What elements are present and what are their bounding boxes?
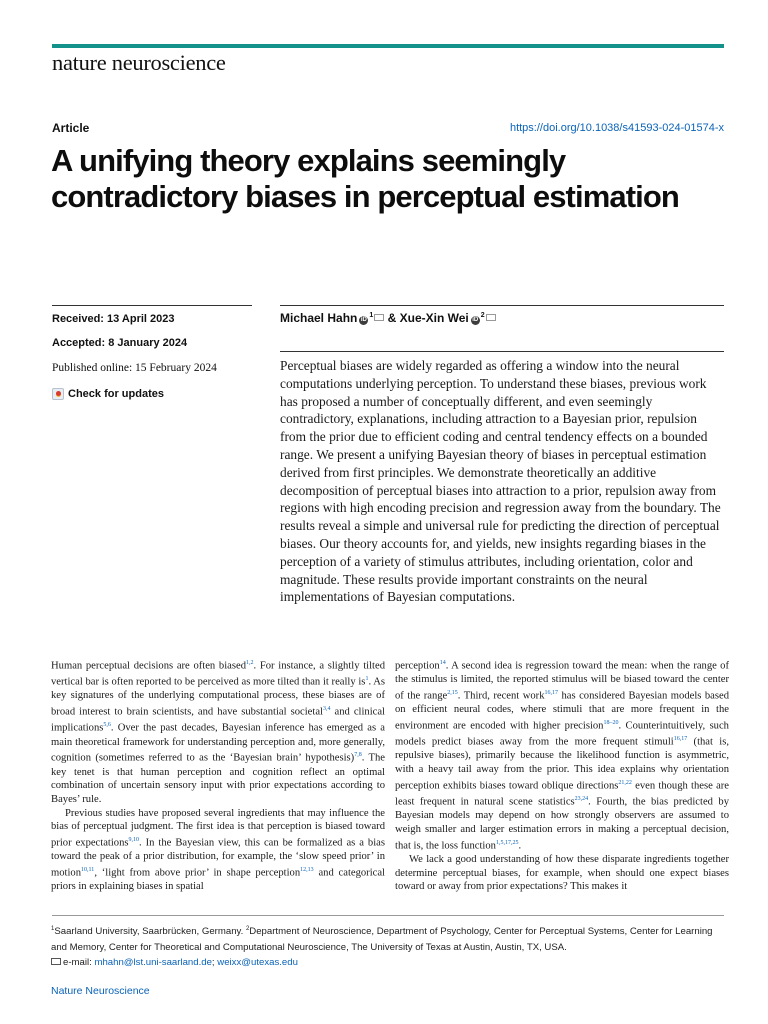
citation-link[interactable]: 9,10 bbox=[128, 837, 140, 844]
email-icon[interactable] bbox=[486, 314, 496, 321]
affiliation-number: 2 bbox=[245, 926, 250, 932]
journal-name[interactable]: nature neuroscience bbox=[52, 50, 226, 75]
affiliation-number: 1 bbox=[51, 926, 55, 932]
article-type-label: Article bbox=[52, 121, 90, 135]
body-text: (that is, repulsive biases), primarily because the likelihood function is asymmetric, with a heavy tail away from the prior. This idea explains why orientation perception exhibits biases toward oblique directions bbox=[395, 736, 729, 792]
body-text: . For instance, a slightly tilted vertical bar is often reported to be perceived as more tilted than it really is bbox=[51, 660, 385, 688]
body-text: . As key signatures of the underlying computational process, these biases are of broad interest to brain scientists, and have substantial societal bbox=[51, 676, 385, 718]
citation-link[interactable]: 5,6 bbox=[103, 722, 111, 729]
author-separator: & bbox=[387, 311, 397, 325]
citation-link[interactable]: 21,22 bbox=[618, 779, 632, 786]
body-text: . Fourth, the bias predicted by Bayesian models may depend on how strongly observers are assumed to weigh smaller and larger estimation errors in making a perceptual decision, that is, the loss function bbox=[395, 796, 729, 852]
citation-link[interactable]: 10,11 bbox=[81, 867, 95, 874]
affiliation-marker: 1 bbox=[369, 312, 374, 319]
author-name[interactable]: Michael Hahn bbox=[280, 311, 358, 325]
citation-link[interactable]: 3,4 bbox=[322, 706, 331, 713]
citation-link[interactable]: 18–20 bbox=[603, 719, 619, 726]
body-text: Previous studies have proposed several ingredients that may influence the bias of perceptual judgment. The first idea is that perception is biased toward prior expectations bbox=[51, 807, 385, 849]
body-paragraph bbox=[51, 807, 385, 894]
citation-link[interactable]: 2,15 bbox=[447, 689, 458, 696]
citation-link[interactable]: 12,13 bbox=[300, 867, 314, 874]
citation-link[interactable]: 23,24 bbox=[574, 795, 589, 802]
check-updates-label: Check for updates bbox=[68, 388, 164, 400]
check-updates-icon bbox=[52, 388, 64, 400]
body-text: . Counterintuitively, such models predict biases away from the more frequent stimuli bbox=[395, 720, 729, 748]
body-text: even though these are least frequent in natural scene statistics bbox=[395, 780, 730, 808]
body-text: . Third, recent work bbox=[457, 690, 545, 702]
doi-link[interactable]: https://doi.org/10.1038/s41593-024-01574-x bbox=[509, 122, 724, 134]
body-paragraph bbox=[51, 657, 385, 807]
body-text: , ‘light from above prior’ in shape perception bbox=[94, 867, 301, 879]
author-name[interactable]: Xue-Xin Wei bbox=[399, 311, 469, 325]
footer-journal-name[interactable]: Nature Neuroscience bbox=[51, 985, 150, 997]
article-title: A unifying theory explains seemingly contradictory biases in perceptual estimation bbox=[51, 143, 679, 214]
citation-link[interactable]: 16,17 bbox=[673, 736, 688, 743]
body-paragraph bbox=[395, 853, 729, 894]
author-list bbox=[280, 311, 496, 325]
email-link[interactable]: weixx@utexas.edu bbox=[217, 957, 298, 969]
citation-link[interactable]: 1,5,17,25 bbox=[495, 839, 519, 846]
accepted-date: Accepted: 8 January 2024 bbox=[52, 337, 188, 349]
citation-link[interactable]: 1,2 bbox=[246, 660, 254, 666]
affiliations-footnote bbox=[51, 922, 731, 971]
body-column-right bbox=[395, 657, 729, 894]
authors-top-rule bbox=[280, 305, 724, 306]
body-text: . The key tenet is that human perception and cognition reflect an optimal combination of uncertain sensory input with prior expectations according to Bayes’ rule. bbox=[51, 752, 386, 805]
email-separator: ; bbox=[211, 957, 218, 969]
affiliation-1: Saarland University, Saarbrücken, Germany. bbox=[54, 926, 246, 938]
affiliation-2: Department of Neuroscience, Department of Psychology, Center for Perceptual Systems, Center for Learning and Memory, Center for Theoretical and Computational Neuroscience, The University of Texas at Austin, Austin, TX, USA. bbox=[51, 926, 713, 953]
citation-link[interactable]: 16,17 bbox=[544, 689, 559, 696]
abstract: Perceptual biases are widely regarded as offering a window into the neural computations underlying perception. To understand these biases, previous work has proposed a number of conceptually different, and even seemingly contradictory, explanations, including attraction to a Bayesian prior, repulsion from the prior due to efficient coding and central tendency effects on a bounded range. We present a unifying Bayesian theory of biases in perceptual estimation derived from first principles. We demonstrate theoretically an additive decomposition of perceptual biases into attraction to a prior, repulsion away from regions with high encoding precision and regression away from the boundary. The results reveal a simple and universal rule for predicting the direction of perceptual biases. Our theory accounts for, and yields, new insights regarding biases in the perception of a variety of stimulus attributes, including orientation, color and magnitude. These results provide important constraints on the neural implementations of Bayesian computations. bbox=[280, 358, 721, 605]
email-icon[interactable] bbox=[374, 314, 384, 321]
body-text: and clinical implications bbox=[51, 706, 385, 734]
body-text: Human perceptual decisions are often biased bbox=[51, 660, 246, 672]
body-column-left bbox=[51, 657, 385, 894]
journal-header-bar bbox=[52, 44, 724, 48]
email-icon bbox=[51, 958, 61, 965]
published-date: Published online: 15 February 2024 bbox=[52, 362, 217, 374]
email-link[interactable]: mhahn@lst.uni-saarland.de bbox=[94, 957, 212, 969]
body-text: has considered Bayesian models based on efficient neural codes, where stimuli that are more frequent in the environment are encoded with higher precision bbox=[395, 690, 730, 732]
body-text: . In the Bayesian view, this can be formalized as a bias toward the peak of a prior distribution, for example, the ‘slow speed prior’ in motion bbox=[51, 837, 385, 879]
body-text: . bbox=[518, 840, 522, 852]
abstract-top-rule bbox=[280, 351, 724, 352]
body-paragraph bbox=[395, 657, 729, 853]
body-text: . A second idea is regression toward the mean: when the range of the stimulus is limited, the reported stimulus will be biased toward the center of the range bbox=[395, 660, 729, 702]
citation-link[interactable]: 1 bbox=[365, 676, 369, 683]
body-text: . Over the past decades, Bayesian inference has emerged as a main theoretical framework for understanding perception and, more generally, cognition (sometimes referred to as the ‘Bayesian brain’ hypothesis) bbox=[51, 722, 385, 764]
footnote-rule bbox=[52, 915, 724, 916]
body-text: perception bbox=[395, 660, 440, 672]
orcid-icon[interactable]: iD bbox=[360, 317, 367, 323]
received-date: Received: 13 April 2023 bbox=[52, 313, 175, 325]
affiliation-marker: 2 bbox=[480, 312, 485, 319]
citation-link[interactable]: 7,8 bbox=[354, 752, 362, 759]
check-for-updates-button[interactable] bbox=[52, 388, 164, 400]
citation-link[interactable]: 14 bbox=[439, 660, 446, 666]
email-label: e-mail: bbox=[63, 957, 95, 969]
body-text: We lack a good understanding of how these disparate ingredients together determine perceptual biases, for example, when should one expect biases toward or away from prior expectations? This makes it bbox=[395, 853, 729, 893]
body-text: and categorical priors in explaining biases in spatial bbox=[51, 867, 385, 893]
meta-top-rule bbox=[52, 305, 252, 306]
orcid-icon[interactable]: iD bbox=[472, 317, 479, 323]
